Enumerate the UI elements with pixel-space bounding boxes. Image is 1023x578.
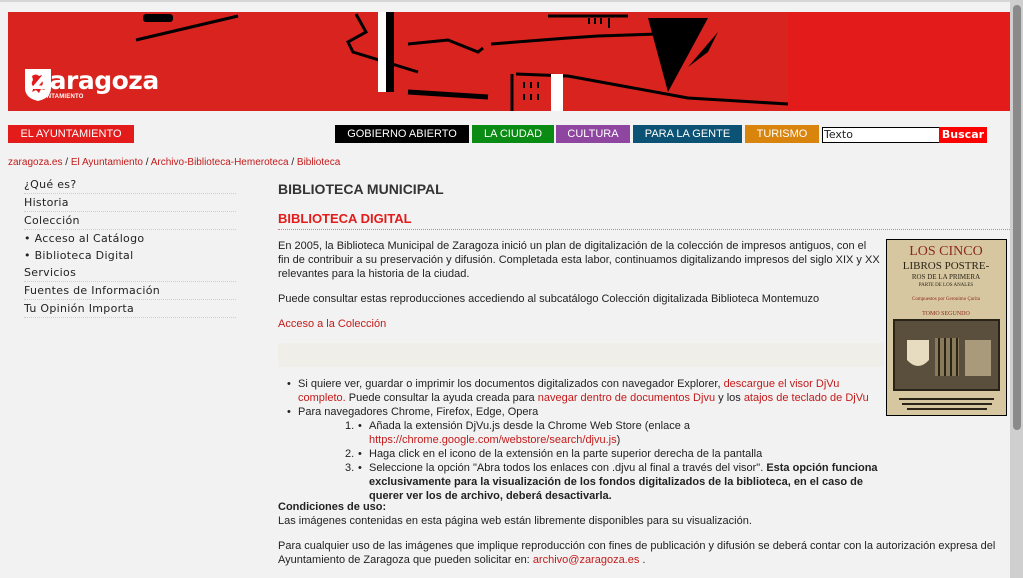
sidebar-item-coleccion[interactable]: Colección bbox=[24, 212, 236, 230]
intro-paragraph: En 2005, la Biblioteca Municipal de Zaragoza inició un plan de digitalización de la colección de impresos antiguos, con el fin de contribuir a su preservación y difusión. Completada esta labor, continuamos digitalizando impresos del siglo XIX y XX relevantes para la historia de la ciudad. bbox=[278, 240, 880, 280]
access-collection-link[interactable]: Acceso a la Colección bbox=[278, 318, 387, 330]
explorer-text: Si quiere ver, guardar o imprimir los documentos digitalizados con navegador Explorer, bbox=[298, 378, 724, 390]
book-title-line: LIBROS POSTRE- bbox=[902, 260, 990, 272]
sidebar-item-historia[interactable]: Historia bbox=[24, 194, 236, 212]
book-title-line: Compuestos por Geronimo Çurita bbox=[912, 297, 980, 302]
zaragoza-logo[interactable] bbox=[24, 66, 159, 100]
list-item-explorer bbox=[287, 377, 887, 405]
list-item-browsers bbox=[287, 405, 887, 503]
usage-paragraph bbox=[278, 539, 1010, 567]
book-title-line: PARTE DE LOS ANALES bbox=[918, 283, 974, 288]
separator-band bbox=[278, 343, 884, 367]
browsers-text: Para navegadores Chrome, Firefox, Edge, Opera bbox=[298, 406, 539, 418]
book-title-line: ROS DE LA PRIMERA bbox=[911, 273, 981, 281]
book-title-line: TOMO SEGUNDO bbox=[922, 311, 970, 317]
sidebar-menu bbox=[24, 176, 236, 318]
breadcrumb-home[interactable]: zaragoza.es bbox=[8, 157, 63, 168]
step-number: 2. bbox=[345, 448, 355, 460]
nav-para-la-gente[interactable]: PARA LA GENTE bbox=[633, 125, 742, 143]
email-link[interactable]: archivo@zaragoza.es bbox=[532, 554, 640, 566]
breadcrumb-ayuntamiento[interactable]: El Ayuntamiento bbox=[70, 157, 143, 168]
section-title: BIBLIOTECA DIGITAL bbox=[278, 211, 1010, 230]
browser-top-border bbox=[0, 0, 1010, 2]
usage-text: Para cualquier uso de las imágenes que implique reproducción con fines de publicación y difusión se deberá contar con la autorización expresa del Ayuntamiento de Zaragoza que pueden solicitar en: bbox=[278, 540, 996, 566]
book-title-line: LOS CINCO bbox=[909, 244, 983, 259]
step-text: Añada la extensión DjVu.js desde la Chrome Web Store (enlace a bbox=[369, 420, 691, 432]
breadcrumb-separator: / bbox=[291, 157, 295, 168]
step-warning-text: Esta opción funciona exclusivamente para la visualización de los fondos digitalizados de la biblioteca, en el caso de querer ver los de archivo, deberá desactivarla. bbox=[369, 462, 878, 502]
book-cover-illustration bbox=[887, 240, 1006, 415]
step-number: 3. bbox=[345, 462, 355, 474]
bullet-icon: • bbox=[358, 420, 362, 432]
sidebar-item-opinion[interactable]: Tu Opinión Importa bbox=[24, 300, 236, 318]
sidebar-item-que-es[interactable]: ¿Qué es? bbox=[24, 176, 236, 194]
nav-cultura[interactable]: CULTURA bbox=[556, 125, 630, 143]
consult-paragraph: Puede consultar estas reproducciones accediendo al subcatálogo Colección digitalizada Biblioteca Montemuzo bbox=[278, 293, 820, 305]
breadcrumb-separator: / bbox=[145, 157, 149, 168]
sidebar-item-servicios[interactable]: Servicios bbox=[24, 264, 236, 282]
search-button[interactable]: Buscar bbox=[939, 127, 987, 143]
download-djvu-link[interactable]: descargue el visor DjVu completo. bbox=[298, 378, 840, 404]
bullet-icon: • bbox=[358, 462, 362, 474]
instructions-list bbox=[287, 377, 887, 503]
nav-la-ciudad[interactable]: LA CIUDAD bbox=[472, 125, 554, 143]
keyboard-shortcuts-link[interactable]: atajos de teclado de DjVu bbox=[743, 392, 869, 404]
sidebar-item-fuentes[interactable]: Fuentes de Información bbox=[24, 282, 236, 300]
search-input[interactable]: Texto bbox=[822, 127, 940, 143]
sidebar-item-acceso-catalogo[interactable]: • Acceso al Catálogo bbox=[24, 232, 145, 245]
nav-gobierno-abierto[interactable]: GOBIERNO ABIERTO bbox=[335, 125, 469, 143]
help-text: Puede consultar la ayuda creada para bbox=[345, 392, 538, 404]
usage-end: . bbox=[639, 554, 646, 566]
scrollbar-thumb[interactable] bbox=[1013, 5, 1021, 430]
step-text: Seleccione la opción "Abra todos los enlaces con .djvu al final a través del visor". bbox=[369, 462, 767, 474]
sidebar-item-biblioteca-digital[interactable]: • Biblioteca Digital bbox=[24, 249, 134, 262]
step-number: 1. bbox=[345, 420, 355, 432]
and-text: y los bbox=[715, 392, 744, 404]
logo-subtitle: AYUNTAMIENTO bbox=[34, 94, 84, 100]
step-item bbox=[298, 461, 887, 503]
breadcrumb-archivo[interactable]: Archivo-Biblioteca-Hemeroteca bbox=[150, 157, 289, 168]
navigate-djvu-link[interactable]: navegar dentro de documentos Djvu bbox=[537, 392, 716, 404]
conditions-text: Las imágenes contenidas en esta página web están libremente disponibles para su visualización. bbox=[278, 515, 752, 527]
nav-turismo[interactable]: TURISMO bbox=[745, 125, 819, 143]
bullet-icon: • bbox=[358, 448, 362, 460]
nav-el-ayuntamiento[interactable]: EL AYUNTAMIENTO bbox=[8, 125, 134, 143]
header-banner bbox=[8, 12, 1010, 111]
step-item bbox=[298, 419, 887, 447]
page-title: BIBLIOTECA MUNICIPAL bbox=[278, 181, 444, 197]
step-text-end: ) bbox=[616, 434, 621, 446]
breadcrumb-biblioteca[interactable]: Biblioteca bbox=[296, 157, 341, 168]
breadcrumb bbox=[8, 157, 340, 168]
steps-list bbox=[298, 419, 887, 503]
step-item bbox=[298, 447, 887, 461]
breadcrumb-separator: / bbox=[65, 157, 69, 168]
chrome-store-link[interactable]: https://chrome.google.com/webstore/search/djvu.js bbox=[369, 434, 617, 446]
logo-name: Zaragoza bbox=[32, 66, 159, 95]
book-cover-image[interactable] bbox=[886, 239, 1007, 416]
conditions-title: Condiciones de uso: bbox=[278, 501, 387, 513]
step-text: Haga click en el icono de la extensión en la parte superior derecha de la pantalla bbox=[369, 448, 763, 460]
banner-drawing bbox=[8, 12, 1010, 111]
